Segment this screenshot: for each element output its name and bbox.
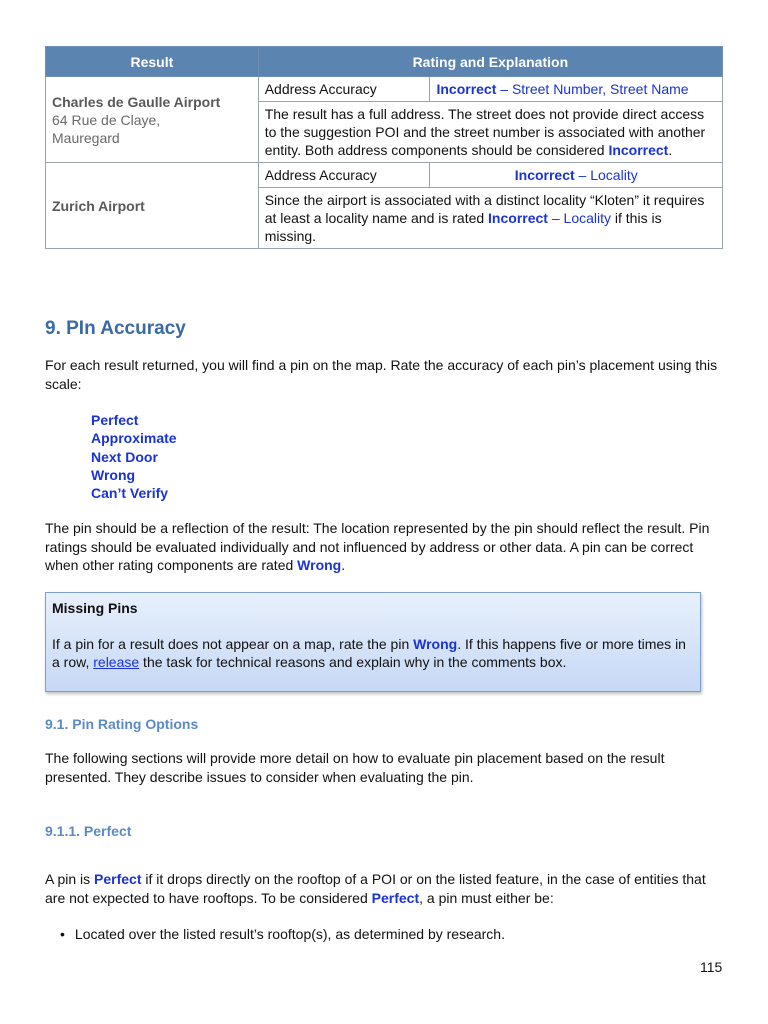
explanation-end: . (668, 142, 673, 158)
subsection-text: The following sections will provide more detail on how to evaluate pin placement based on the result presented. They describe issues to consider when evaluating the pin. (45, 750, 665, 785)
perfect-text: if it drops directly on the rooftop of a POI or on the listed feature, in the case of entities that are not expected to have rooftops. To be considered (45, 871, 706, 906)
scale-item: Can’t Verify (91, 485, 169, 502)
scale-item: Approximate (91, 430, 177, 447)
result-name: Charles de Gaulle Airport (52, 93, 221, 110)
reflection-text: The pin should be a reflection of the result: The location represented by the pin should reflect the result. Pin ratings should be evaluated individually and not influenced by address or other data. A pin can be correct when other rating components are rated (45, 520, 710, 573)
explanation-rating: Incorrect (608, 142, 669, 158)
rating-value-cell (430, 163, 723, 188)
release-link[interactable]: release (93, 654, 140, 670)
perfect-rating: Perfect (371, 889, 420, 906)
subsection-heading: 9.1. Pin Rating Options (45, 716, 199, 732)
table-header-row (46, 47, 723, 77)
rating-value: Incorrect (514, 167, 575, 183)
scale-item: Next Door (91, 448, 158, 465)
note-text: the task for technical reasons and explain why in the comments box. (139, 654, 567, 670)
rating-table (45, 46, 723, 249)
list-item: • Located over the listed result’s rooftop(s), as determined by research. (60, 925, 505, 943)
reflection-rating: Wrong (297, 557, 342, 573)
rating-detail: – Street Number, Street Name (496, 81, 689, 97)
explanation-cell (258, 188, 722, 249)
result-address-line: Mauregard (52, 129, 120, 146)
note-rating: Wrong (413, 635, 458, 652)
reflection-paragraph (45, 519, 725, 575)
note-body (52, 635, 694, 672)
explanation-rating: Incorrect (488, 210, 548, 226)
header-rating: Rating and Explanation (258, 47, 722, 77)
result-cell (46, 163, 259, 249)
rating-label: Address Accuracy (258, 77, 430, 102)
perfect-bullet-list (60, 925, 505, 943)
note-title: Missing Pins (52, 600, 138, 616)
page-number: 115 (700, 959, 723, 975)
result-name: Zurich Airport (52, 197, 145, 214)
scale-item: Wrong (91, 466, 136, 483)
perfect-text: A pin is (45, 871, 95, 887)
result-cell (46, 77, 259, 163)
section-intro: For each result returned, you will find a pin on the map. Rate the accuracy of each pin’s placement using this scale: (45, 357, 718, 392)
header-result: Result (46, 47, 259, 77)
missing-pins-note (45, 592, 701, 692)
rating-label: Address Accuracy (258, 163, 430, 188)
result-address-line: 64 Rue de Claye, (52, 111, 161, 128)
perfect-paragraph (45, 870, 725, 907)
perfect-text: , a pin must either be: (419, 889, 554, 906)
explanation-end: if this is missing. (264, 210, 662, 244)
explanation-text: The result has a full address. The street does not provide direct access to the suggestion POI and the street number is associated with another entity. Both address components should be considered (264, 106, 706, 158)
table-row (46, 77, 723, 102)
rating-detail: – Locality (574, 167, 638, 183)
subsection-heading: 9.1.1. Perfect (45, 823, 132, 839)
table-row (46, 163, 723, 188)
note-text: . If this happens five or more times in a row, (52, 635, 686, 670)
note-text: If a pin for a result does not appear on a map, rate the pin (52, 635, 414, 652)
reflection-end: . (341, 557, 346, 573)
section-heading: 9. PIn Accuracy (45, 318, 186, 339)
rating-value-cell (430, 77, 723, 102)
explanation-text: Since the airport is associated with a distinct locality “Kloten” it requires at least a locality name and is rated (264, 192, 705, 226)
explanation-detail: – Locality (547, 210, 612, 226)
explanation-cell (258, 102, 722, 163)
pin-scale-list (91, 411, 177, 502)
scale-item: Perfect (91, 412, 139, 428)
perfect-rating: Perfect (94, 871, 142, 887)
rating-value: Incorrect (436, 81, 497, 97)
